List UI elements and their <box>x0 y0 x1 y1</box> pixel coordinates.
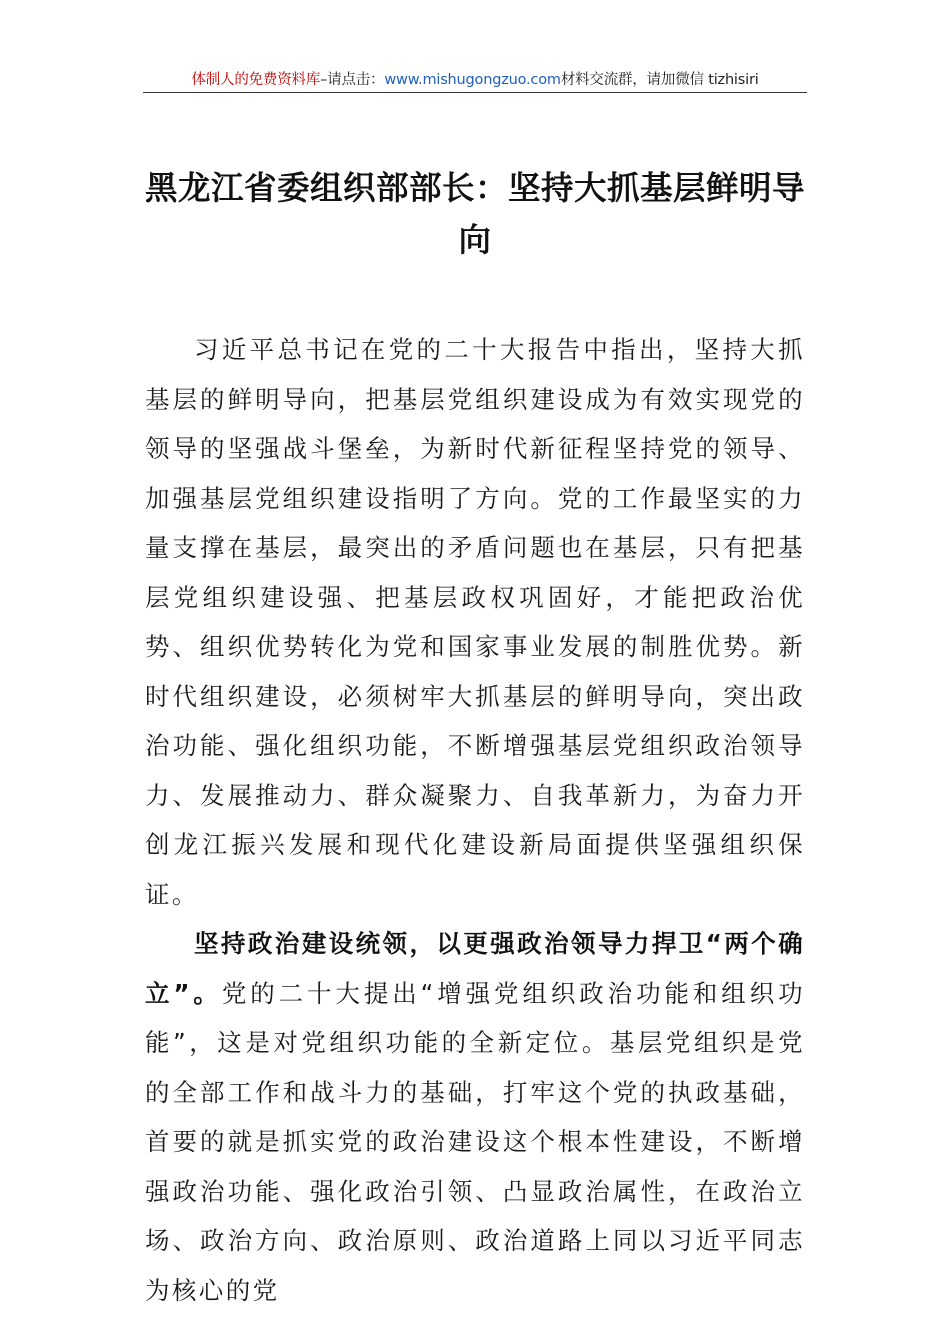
header-contact: 材料交流群，请加微信 tizhisiri <box>560 72 759 88</box>
paragraph-intro <box>145 325 805 919</box>
article-title: 黑龙江省委组织部部长：坚持大抓基层鲜明导向 <box>144 168 805 259</box>
paragraph-political-building <box>145 919 805 1315</box>
paragraph-lead: 坚持政治建设统领，以更强政治领导力捍卫“两个确立”。 <box>145 929 805 1008</box>
header-brand: 体制人的免费资料库 <box>191 72 321 88</box>
header-prompt: –请点击： <box>320 72 385 88</box>
paragraph-text: 党的二十大提出“增强党组织政治功能和组织功能”，这是对党组织功能的全新定位。基层党组织是党的全部工作和战斗力的基础，打牢这个党的执政基础，首要的就是抓实党的政治建设这个根本性建设，不断增强政治功能、强化政治引领、凸显政治属性，在政治立场、政治方向、政治原则、政治道路上同以习近平同志为核心的党 <box>145 978 805 1305</box>
header-url-link[interactable]: www.mishugongzuo.com <box>384 72 561 88</box>
article-body <box>145 325 805 1315</box>
paragraph-text: 习近平总书记在党的二十大报告中指出，坚持大抓基层的鲜明导向，把基层党组织建设成为有效实现党的领导的坚强战斗堡垒，为新时代新征程坚持党的领导、加强基层党组织建设指明了方向。党的工作最坚实的力量支撑在基层，最突出的矛盾问题也在基层，只有把基层党组织建设强、把基层政权巩固好，才能把政治优势、组织优势转化为党和国家事业发展的制胜优势。新时代组织建设，必须树牢大抓基层的鲜明导向，突出政治功能、强化组织功能，不断增强基层党组织政治领导力、发展推动力、群众凝聚力、自我革新力，为奋力开创龙江振兴发展和现代化建设新局面提供坚强组织保证。 <box>145 335 805 909</box>
page-header <box>143 68 807 93</box>
